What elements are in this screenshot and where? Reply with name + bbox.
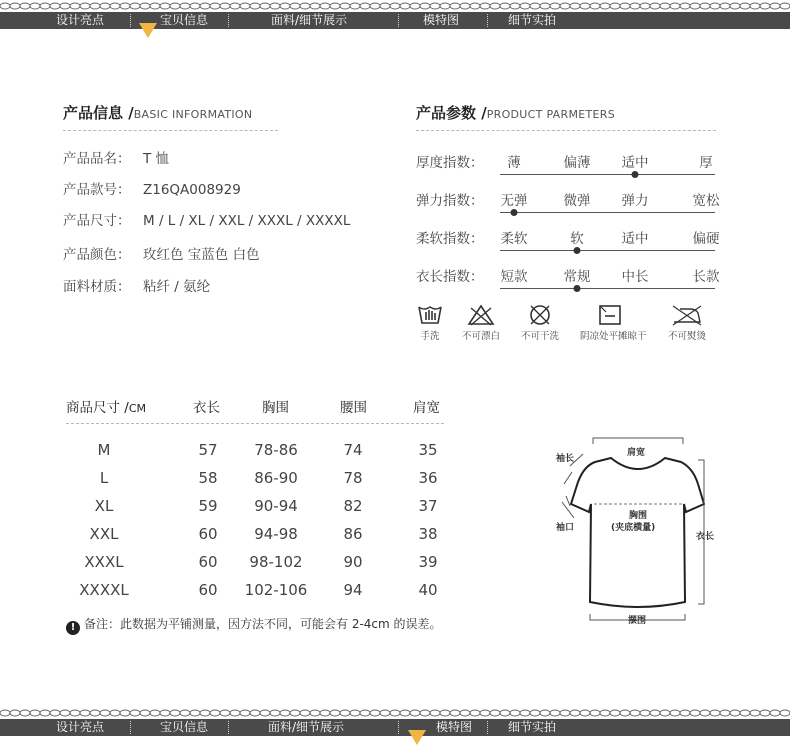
care-no-iron [657, 303, 717, 342]
care-label: 阴凉处平摊晾干 [580, 331, 647, 342]
param-indicator-dot [511, 209, 518, 216]
param-row [416, 227, 720, 257]
nav-item-design[interactable]: 设计亮点 [56, 13, 105, 27]
param-indicator-dot [574, 285, 581, 292]
size-cell-length: 60 [198, 525, 218, 543]
nav-strip [0, 719, 790, 736]
param-row [416, 189, 720, 219]
params-title-cn: 产品参数 / [416, 104, 487, 122]
care-no-dry-clean [510, 303, 570, 342]
label-sleeve-length: 袖长 [556, 454, 575, 464]
care-label: 不可漂白 [461, 331, 500, 342]
param-row [416, 265, 720, 295]
col-header-waist: 腰围 [340, 400, 367, 416]
nav-item-detail[interactable]: 细节实拍 [508, 720, 557, 734]
size-cell-chest: 98-102 [249, 553, 303, 571]
size-cell-size: M [97, 441, 111, 459]
param-option: 偏薄 [563, 155, 591, 171]
size-cell-waist: 94 [343, 581, 363, 599]
nav-current-marker [139, 23, 157, 38]
size-table-unit: CM [128, 402, 147, 415]
param-scale-line [500, 288, 715, 289]
size-note [66, 615, 442, 635]
param-row [416, 151, 716, 181]
info-row-colors [63, 243, 260, 263]
size-cell-waist: 90 [343, 553, 363, 571]
size-cell-size: XXXXL [79, 581, 129, 599]
col-header-chest: 胸围 [262, 400, 289, 416]
nav-item-fabric[interactable]: 面料/细节展示 [271, 13, 348, 27]
nav-separator [398, 721, 399, 734]
param-scale-line [500, 212, 715, 213]
size-cell-shoulder: 35 [418, 441, 438, 459]
nav-item-fabric[interactable]: 面料/细节展示 [268, 720, 345, 734]
col-header-shoulder: 肩宽 [413, 400, 440, 416]
label-cuff: 袖口 [556, 523, 575, 533]
size-cell-chest: 78-86 [254, 441, 298, 459]
size-cell-chest: 94-98 [254, 525, 298, 543]
hand-wash-icon [416, 303, 444, 327]
info-value: 玫红色 宝蓝色 白色 [143, 247, 260, 263]
param-label: 柔软指数： [416, 231, 484, 247]
params-divider [416, 130, 716, 131]
param-option: 薄 [507, 155, 521, 171]
info-value: T 恤 [143, 151, 170, 167]
size-cell-length: 59 [198, 497, 218, 515]
nav-item-info[interactable]: 宝贝信息 [160, 720, 209, 734]
size-cell-length: 58 [198, 469, 218, 487]
size-table-title-cn: 商品尺寸 / [66, 400, 129, 416]
param-indicator-dot [574, 247, 581, 254]
care-flat-dry [580, 303, 647, 342]
info-row-material [63, 275, 210, 295]
size-cell-shoulder: 38 [418, 525, 438, 543]
size-cell-waist: 86 [343, 525, 363, 543]
basic-info-title [63, 102, 252, 123]
size-cell-size: L [99, 469, 109, 487]
info-label: 产品品名： [63, 151, 131, 167]
nav-current-marker [408, 730, 426, 745]
param-scale-line [500, 250, 715, 251]
param-label: 厚度指数： [416, 155, 484, 171]
nav-separator [228, 721, 229, 734]
param-option: 厚 [699, 155, 713, 171]
label-chest: 胸围 [629, 511, 648, 521]
care-no-bleach [451, 303, 511, 342]
info-label: 产品颜色： [63, 247, 131, 263]
size-cell-waist: 82 [343, 497, 363, 515]
size-cell-shoulder: 40 [418, 581, 438, 599]
param-option: 中长 [621, 269, 649, 285]
nav-item-model[interactable]: 模特图 [423, 13, 460, 27]
nav-separator [130, 14, 131, 27]
info-label: 产品款号： [63, 182, 131, 198]
label-shoulder: 肩宽 [627, 448, 646, 458]
info-value: M / L / XL / XXL / XXXL / XXXXL [143, 213, 351, 229]
nav-separator [487, 14, 488, 27]
basic-info-title-cn: 产品信息 / [63, 104, 134, 122]
size-cell-size: XL [94, 497, 114, 515]
size-cell-chest: 86-90 [254, 469, 298, 487]
basic-info-divider [63, 130, 278, 131]
nav-separator [228, 14, 229, 27]
nav-item-detail[interactable]: 细节实拍 [508, 13, 557, 27]
size-cell-length: 60 [198, 553, 218, 571]
bottom-nav [0, 707, 790, 736]
size-cell-size: XXXL [84, 553, 124, 571]
param-option: 常规 [563, 269, 591, 285]
care-label: 不可熨烫 [667, 331, 706, 342]
no-bleach-icon [466, 303, 496, 327]
nav-separator [398, 14, 399, 27]
param-scale-line [500, 174, 715, 175]
nav-strip [0, 12, 790, 29]
size-cell-length: 57 [198, 441, 218, 459]
basic-info-title-en: BASIC INFORMATION [133, 108, 253, 121]
info-row-name [63, 147, 169, 167]
nav-item-design[interactable]: 设计亮点 [56, 720, 105, 734]
param-indicator-dot [632, 171, 639, 178]
care-label: 手洗 [420, 331, 440, 342]
size-table-title [66, 396, 146, 416]
param-option: 偏硬 [692, 231, 720, 247]
params-title [416, 102, 615, 123]
param-option: 适中 [621, 231, 649, 247]
info-label: 产品尺寸： [63, 213, 131, 229]
size-cell-length: 60 [198, 581, 218, 599]
chain-border [0, 707, 790, 719]
param-option: 无弹 [500, 193, 528, 209]
size-cell-size: XXL [89, 525, 119, 543]
measurement-diagram [548, 432, 728, 637]
warning-icon: ! [66, 621, 80, 635]
param-option: 柔软 [500, 231, 528, 247]
care-label: 不可干洗 [520, 331, 559, 342]
nav-separator [130, 721, 131, 734]
param-option: 长款 [692, 269, 720, 285]
param-label: 衣长指数： [416, 269, 484, 285]
flat-dry-shade-icon [596, 303, 624, 327]
size-cell-shoulder: 36 [418, 469, 438, 487]
chain-border [0, 0, 790, 12]
nav-separator [487, 721, 488, 734]
size-note-text: 备注：此数据为平铺测量，因方法不同，可能会有 2-4cm 的误差。 [84, 617, 442, 631]
info-row-sizes [63, 209, 350, 229]
info-value: Z16QA008929 [143, 182, 241, 198]
size-cell-shoulder: 37 [418, 497, 438, 515]
params-title-en: PRODUCT PARMETERS [486, 108, 615, 121]
size-cell-waist: 74 [343, 441, 363, 459]
size-table-divider [66, 423, 444, 424]
size-cell-chest: 90-94 [254, 497, 298, 515]
param-option: 宽松 [692, 193, 720, 209]
param-option: 短款 [500, 269, 528, 285]
top-nav [0, 0, 790, 29]
param-label: 弹力指数： [416, 193, 484, 209]
info-label: 面料材质： [63, 279, 131, 295]
param-option: 软 [570, 231, 584, 247]
info-row-style-no [63, 178, 241, 198]
label-hem: 摆围 [628, 616, 647, 626]
param-option: 微弹 [563, 193, 591, 209]
size-cell-waist: 78 [343, 469, 363, 487]
col-header-length: 衣长 [193, 400, 220, 416]
label-chest-sub: (夹底横量) [611, 523, 656, 533]
no-dry-clean-icon [526, 303, 554, 327]
param-option: 适中 [621, 155, 649, 171]
nav-item-info[interactable]: 宝贝信息 [160, 13, 209, 27]
label-body-length: 衣长 [696, 532, 715, 542]
info-value: 粘纤 / 氨纶 [143, 279, 211, 295]
param-option: 弹力 [621, 193, 649, 209]
size-cell-shoulder: 39 [418, 553, 438, 571]
nav-item-model[interactable]: 模特图 [436, 720, 473, 734]
no-iron-icon [670, 303, 704, 327]
size-cell-chest: 102-106 [244, 581, 308, 599]
